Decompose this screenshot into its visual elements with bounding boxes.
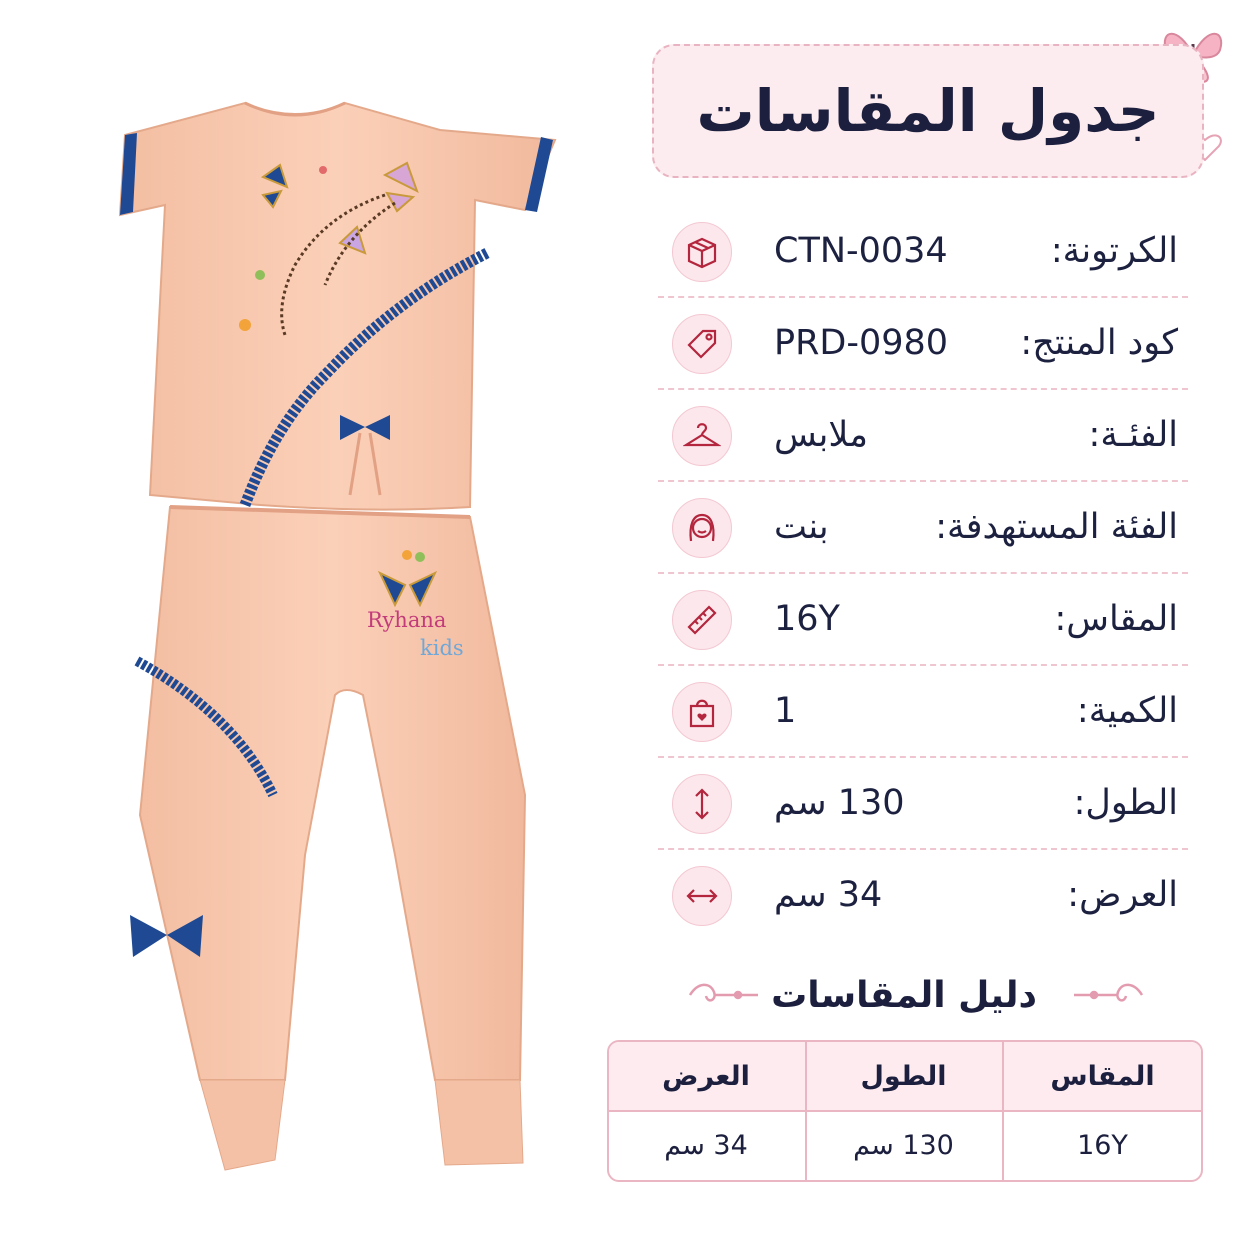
header-width: العرض <box>607 1042 807 1110</box>
vertical-arrow-icon <box>672 774 732 834</box>
spec-row-carton <box>658 206 1188 298</box>
title-banner <box>652 44 1204 178</box>
table-row <box>609 1110 1201 1180</box>
swirl-decoration-right-icon <box>1072 978 1144 1016</box>
size-guide-title: دليل المقاسات <box>771 975 1037 1016</box>
pants <box>130 507 525 1170</box>
box-icon <box>672 222 732 282</box>
header-length: الطول <box>805 1042 1004 1110</box>
spec-row-size <box>658 574 1188 666</box>
page-title: جدول المقاسات <box>696 77 1160 145</box>
header-size: المقاس <box>1050 1060 1155 1092</box>
cell-width: 34 سم <box>607 1110 807 1180</box>
carton-value: CTN-0034 <box>774 231 948 271</box>
brand-line2: kids <box>420 636 464 660</box>
cell-length: 130 سم <box>805 1110 1004 1180</box>
brand-line1: Ryhana <box>367 608 447 632</box>
quantity-label: الكمية: <box>1076 691 1178 731</box>
table-header-row <box>609 1042 1201 1112</box>
girl-face-icon <box>672 498 732 558</box>
width-label: العرض: <box>1067 875 1178 915</box>
target-value: بنت <box>774 507 829 547</box>
product-code-label: كود المنتج: <box>1020 323 1178 363</box>
hanger-icon <box>672 406 732 466</box>
spec-row-target <box>658 482 1188 574</box>
tag-icon <box>672 314 732 374</box>
quantity-value: 1 <box>774 691 797 731</box>
size-guide-table <box>607 1040 1203 1182</box>
horizontal-arrow-icon <box>672 866 732 926</box>
ruler-icon <box>672 590 732 650</box>
category-value: ملابس <box>774 415 868 455</box>
width-value: 34 سم <box>774 875 883 915</box>
category-label: الفئـة: <box>1088 415 1178 455</box>
spec-row-length <box>658 758 1188 850</box>
carton-label: الكرتونة: <box>1050 231 1178 271</box>
tshirt <box>120 103 555 510</box>
length-value: 130 سم <box>774 783 905 823</box>
pajama-set-illustration <box>95 95 565 1175</box>
spec-row-width <box>658 850 1188 940</box>
product-image <box>95 95 565 1175</box>
spec-row-quantity <box>658 666 1188 758</box>
cell-size: 16Y <box>1077 1129 1128 1161</box>
spec-row-product-code <box>658 298 1188 390</box>
length-label: الطول: <box>1073 783 1178 823</box>
size-value: 16Y <box>774 599 840 639</box>
spec-row-category <box>658 390 1188 482</box>
size-label: المقاس: <box>1054 599 1178 639</box>
target-label: الفئة المستهدفة: <box>935 507 1178 547</box>
product-code-value: PRD-0980 <box>774 323 949 363</box>
shopping-bag-icon <box>672 682 732 742</box>
